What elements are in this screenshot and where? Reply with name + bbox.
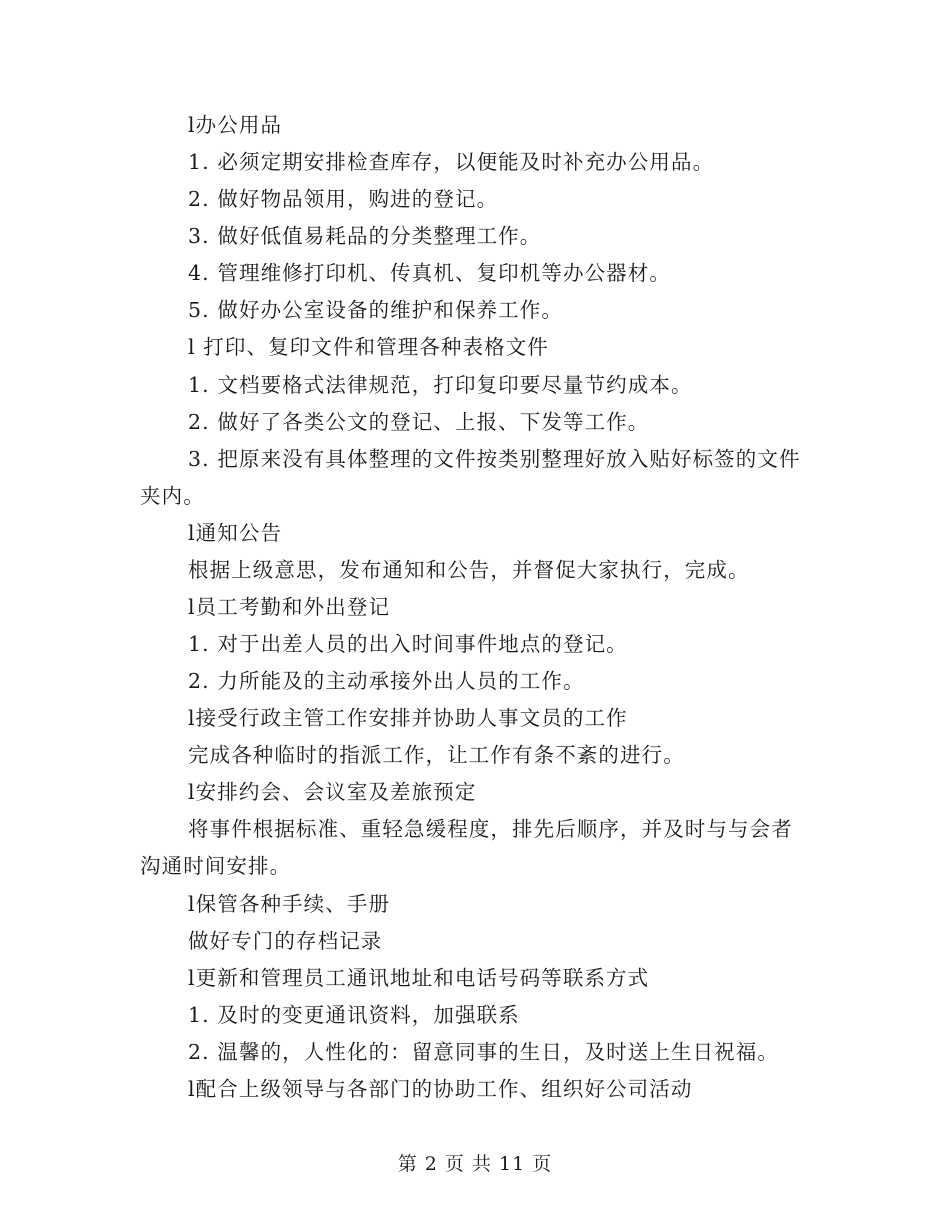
section-heading: l更新和管理员工通讯地址和电话号码等联系方式 <box>188 966 650 990</box>
section-heading: l办公用品 <box>188 113 283 137</box>
paragraph: 根据上级意思，发布通知和公告，并督促大家执行，完成。 <box>188 558 750 582</box>
list-item: 4. 管理维修打印机、传真机、复印机等办公器材。 <box>188 261 671 285</box>
list-item: 2. 温馨的，人性化的：留意同事的生日，及时送上生日祝福。 <box>188 1040 779 1064</box>
list-item: 2. 做好物品领用，购进的登记。 <box>188 187 499 211</box>
list-item: 3. 做好低值易耗品的分类整理工作。 <box>188 224 542 248</box>
list-item: 3. 把原来没有具体整理的文件按类别整理好放入贴好标签的文件 <box>188 447 801 471</box>
paragraph: 做好专门的存档记录 <box>188 929 383 953</box>
list-item: 5. 做好办公室设备的维护和保养工作。 <box>188 298 563 322</box>
list-item: 1. 对于出差人员的出入时间事件地点的登记。 <box>188 632 628 656</box>
paragraph: 完成各种临时的指派工作，让工作有条不紊的进行。 <box>188 743 685 767</box>
paragraph-continuation: 沟通时间安排。 <box>140 854 292 878</box>
section-heading: l安排约会、会议室及差旅预定 <box>188 780 477 804</box>
section-heading: l接受行政主管工作安排并协助人事文员的工作 <box>188 706 628 730</box>
section-heading: l保管各种手续、手册 <box>188 892 391 916</box>
section-heading: l 打印、复印文件和管理各种表格文件 <box>188 335 549 359</box>
list-item: 1. 文档要格式法律规范，打印复印要尽量节约成本。 <box>188 373 693 397</box>
page-footer: 第 2 页 共 11 页 <box>397 1153 553 1175</box>
section-heading: l通知公告 <box>188 521 283 545</box>
section-heading: l员工考勤和外出登记 <box>188 595 391 619</box>
section-heading: l配合上级领导与各部门的协助工作、组织好公司活动 <box>188 1077 693 1101</box>
paragraph: 将事件根据标准、重轻急缓程度，排先后顺序，并及时与与会者 <box>188 817 793 841</box>
list-item: 1. 必须定期安排检查库存，以便能及时补充办公用品。 <box>188 150 715 174</box>
list-item: 2. 力所能及的主动承接外出人员的工作。 <box>188 669 585 693</box>
list-item: 2. 做好了各类公文的登记、上报、下发等工作。 <box>188 410 650 434</box>
list-item-continuation: 夹内。 <box>140 484 205 508</box>
list-item: 1. 及时的变更通讯资料，加强联系 <box>188 1003 520 1027</box>
